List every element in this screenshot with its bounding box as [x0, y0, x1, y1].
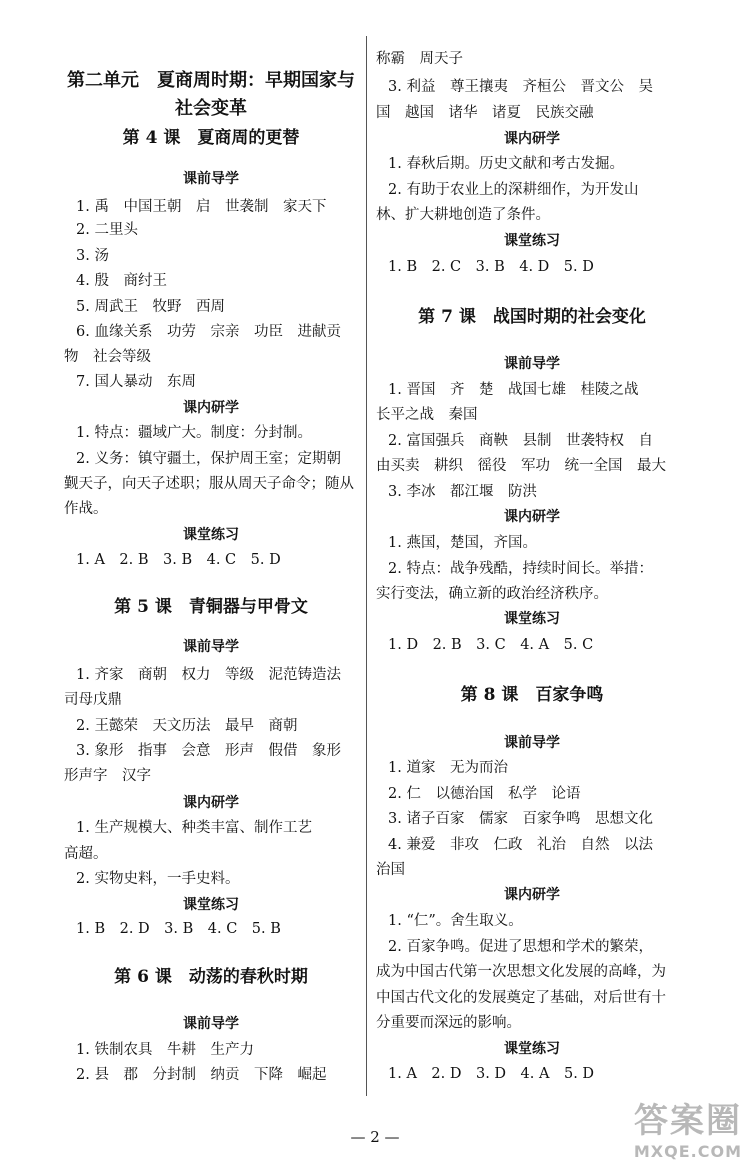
- answer-line: 国 越国 诸华 诸夏 民族交融: [376, 105, 594, 121]
- section-heading: 课内研学: [183, 400, 239, 416]
- section-heading: 课前导学: [504, 735, 560, 751]
- unit-title: 第二单元 夏商周时期：早期国家与: [67, 70, 355, 91]
- watermark-logo: [634, 1093, 742, 1161]
- section-heading: 课堂练习: [504, 1041, 560, 1057]
- section-heading: 课内研学: [504, 509, 560, 525]
- answer-line: 1. 铁制农具 牛耕 生产力: [76, 1042, 254, 1058]
- section-heading: 课前导学: [183, 171, 239, 187]
- answer-line: 2. 特点：战争残酷，持续时间长。举措：: [388, 561, 653, 577]
- answer-line: 2. 义务：镇守疆土，保护周王室；定期朝: [76, 451, 341, 467]
- answer-line: 7. 国人暴动 东周: [76, 374, 196, 390]
- answer-line: 3. 利益 尊王攘夷 齐桓公 晋文公 吴: [388, 79, 653, 95]
- answer-line: 成为中国古代第一次思想文化发展的高峰，为: [376, 964, 666, 980]
- answer-line: 3. 李冰 都江堰 防洪: [388, 484, 537, 500]
- answer-line: 中国古代文化的发展奠定了基础，对后世有十: [376, 990, 666, 1006]
- section-heading: 课堂练习: [183, 897, 239, 913]
- answer-line: 2. 县 郡 分封制 纳贡 下降 崛起: [76, 1067, 327, 1083]
- lesson-6-title: 第 6 课 动荡的春秋时期: [114, 967, 308, 987]
- lesson-7-title: 第 7 课 战国时期的社会变化: [418, 307, 646, 327]
- answer-line: 治国: [376, 862, 405, 878]
- watermark-text: 答案圈: [634, 1101, 742, 1141]
- answer-line: 4. 兼爱 非攻 仁政 礼治 自然 以法: [388, 837, 653, 853]
- answer-line: 作战。: [64, 501, 108, 517]
- section-heading: 课堂练习: [504, 611, 560, 627]
- answer-line: 2. 有助于农业上的深耕细作，为开发山: [388, 182, 639, 198]
- practice-answers: 1. A 2. D 3. D 4. A 5. D: [388, 1066, 595, 1082]
- section-heading: 课内研学: [504, 887, 560, 903]
- unit-title-cont: 社会变革: [175, 98, 247, 119]
- practice-answers: 1. B 2. C 3. B 4. D 5. D: [388, 259, 594, 275]
- answer-line: 1. “仁”。舍生取义。: [388, 913, 523, 929]
- answer-line: 称霸 周天子: [376, 51, 463, 67]
- answer-line: 2. 王懿荣 天文历法 最早 商朝: [76, 718, 298, 734]
- answer-line: 6. 血缘关系 功劳 宗亲 功臣 进献贡: [76, 324, 341, 340]
- column-divider: [366, 36, 367, 1096]
- answer-line: 觐天子，向天子述职；服从周天子命令；随从: [64, 476, 354, 492]
- answer-line: 3. 汤: [76, 248, 109, 264]
- answer-line: 高超。: [64, 846, 108, 862]
- answer-line: 实行变法，确立新的政治经济秩序。: [376, 586, 608, 602]
- answer-line: 2. 仁 以德治国 私学 论语: [388, 786, 581, 802]
- answer-line: 司母戊鼎: [64, 692, 122, 708]
- lesson-5-title: 第 5 课 青铜器与甲骨文: [114, 597, 308, 617]
- answer-line: 1. 燕国，楚国，齐国。: [388, 535, 537, 551]
- answer-line: 5. 周武王 牧野 西周: [76, 299, 225, 315]
- answer-line: 1. 齐家 商朝 权力 等级 泥范铸造法: [76, 667, 341, 683]
- answer-line: 1. 道家 无为而治: [388, 760, 508, 776]
- section-heading: 课堂练习: [183, 527, 239, 543]
- answer-line: 3. 象形 指事 会意 形声 假借 象形: [76, 743, 341, 759]
- answer-line: 2. 实物史料，一手史料。: [76, 871, 240, 887]
- section-heading: 课堂练习: [504, 233, 560, 249]
- practice-answers: 1. D 2. B 3. C 4. A 5. C: [388, 637, 594, 653]
- answer-line: 2. 二里头: [76, 222, 138, 238]
- answer-line: 3. 诸子百家 儒家 百家争鸣 思想文化: [388, 811, 653, 827]
- answer-line: 1. 春秋后期。历史文献和考古发掘。: [388, 156, 624, 172]
- answer-line: 2. 富国强兵 商鞅 县制 世袭特权 自: [388, 433, 653, 449]
- answer-line: 林、扩大耕地创造了条件。: [376, 207, 550, 223]
- answer-line: 4. 殷 商纣王: [76, 273, 167, 289]
- section-heading: 课内研学: [183, 795, 239, 811]
- page-number: — 2 —: [350, 1128, 400, 1146]
- lesson-8-title: 第 8 课 百家争鸣: [460, 685, 604, 705]
- section-heading: 课前导学: [504, 356, 560, 372]
- answer-line: 分重要而深远的影响。: [376, 1015, 521, 1031]
- watermark-url: MXQE.COM: [633, 1142, 742, 1161]
- answer-line: 1. 晋国 齐 楚 战国七雄 桂陵之战: [388, 382, 639, 398]
- answer-line: 1. 特点：疆域广大。制度：分封制。: [76, 425, 312, 441]
- section-heading: 课前导学: [183, 1016, 239, 1032]
- lesson-4-title: 第 4 课 夏商周的更替: [122, 128, 300, 148]
- section-heading: 课前导学: [183, 639, 239, 655]
- answer-line: 形声字 汉字: [64, 768, 151, 784]
- answer-line: 2. 百家争鸣。促进了思想和学术的繁荣，: [388, 939, 653, 955]
- answer-line: 1. 禹 中国王朝 启 世袭制 家天下: [76, 199, 327, 215]
- practice-answers: 1. A 2. B 3. B 4. C 5. D: [76, 552, 281, 568]
- answer-line: 物 社会等级: [64, 349, 151, 365]
- answer-line: 1. 生产规模大、种类丰富、制作工艺: [76, 820, 312, 836]
- answer-line: 由买卖 耕织 徭役 军功 统一全国 最大: [376, 458, 666, 474]
- section-heading: 课内研学: [504, 131, 560, 147]
- practice-answers: 1. B 2. D 3. B 4. C 5. B: [76, 921, 281, 937]
- answer-line: 长平之战 秦国: [376, 407, 478, 423]
